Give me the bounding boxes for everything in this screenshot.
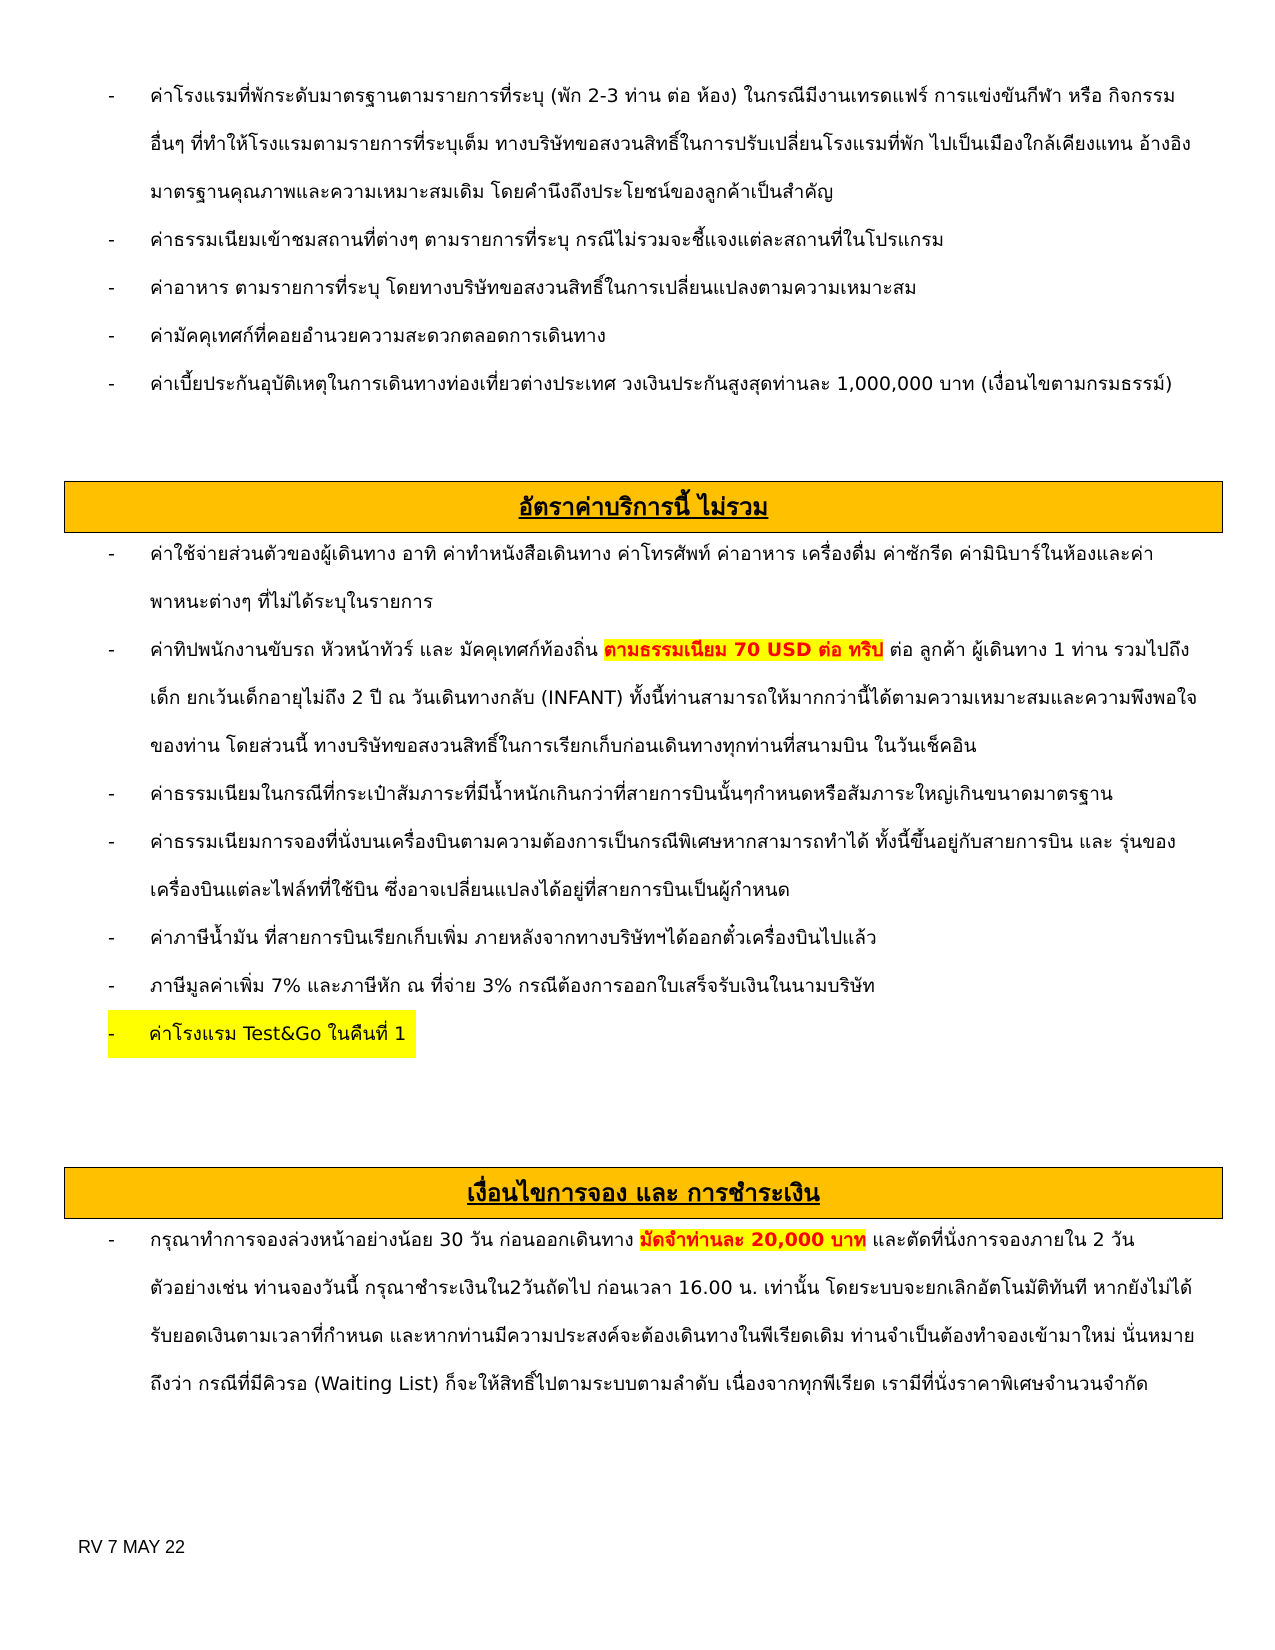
bullet-dash: - [108,831,115,853]
list-item [108,818,1198,914]
not-included-list [108,530,1198,1058]
bullet-dash: - [108,325,115,347]
item-text: ค่าโรงแรม Test&Go ในคืนที่ 1 [148,1023,407,1045]
item-text: ค่าธรรมเนียมในกรณีที่กระเป๋าสัมภาระที่มีน้ำหนักเกินกว่าที่สายการบินนั้นๆกำหนดหรือสัมภาระใหญ่เกินขนาดมาตรฐาน [150,783,1113,805]
item-text: ค่าธรรมเนียมการจองที่นั่งบนเครื่องบินตามความต้องการเป็นกรณีพิเศษหากสามารถทำได้ ทั้งนี้ขึ้นอยู่กับสายการบิน และ รุ่นของเครื่องบินแต่ละไฟล์ทที่ใช้บิน ซึ่งอาจเปลี่ยนแปลงได้อยู่ที่สายการบินเป็นผู้กำหนด [150,831,1176,901]
bullet-dash: - [108,277,115,299]
item-text: ต่อ ลูกค้า ผู้เดินทาง 1 ท่าน รวมไปถึงเด็ก ยกเว้นเด็กอายุไม่ถึง 2 ปี ณ วันเดินทางกลับ (INFANT) ทั้งนี้ท่านสามารถให้มากกว่านี้ได้ตามความเหมาะสมและความพึงพอใจของท่าน โดยส่วนนี้ ทางบริษัทขอสงวนสิทธิ์ในการเรียกเก็บก่อนเดินทางทุกท่านที่สนามบิน ในวันเช็คอิน [150,639,1198,757]
section-header-booking [64,1167,1223,1219]
bullet-dash: - [108,543,115,565]
list-item [108,626,1198,770]
section-header-not-included [64,481,1223,533]
bullet-dash: - [108,1023,115,1045]
bullet-dash: - [108,85,115,107]
deposit-highlight: มัดจำท่านละ 20,000 บาท [639,1229,867,1251]
item-text: ค่ามัคคุเทศก์ที่คอยอำนวยความสะดวกตลอดการเดินทาง [150,325,606,347]
list-item [108,770,1198,818]
item-text: และตัดที่นั่งการจองภายใน 2 วัน ตัวอย่างเช่น ท่านจองวันนี้ กรุณาชำระเงินใน2วันถัดไป ก่อนเวลา 16.00 น. เท่านั้น โดยระบบจะยกเลิกอัตโนมัติทันที หากยังไม่ได้รับยอดเงินตามเวลาที่กำหนด และหากท่านมีความประสงค์จะต้องเดินทางในพีเรียดเดิม ท่านจำเป็นต้องทำจองเข้ามาใหม่ นั่นหมายถึงว่า กรณีที่มีคิวรอ (Waiting List) ก็จะให้สิทธิ์ไปตามระบบตามลำดับ เนื่องจากทุกพีเรียด เรามีที่นั่งราคาพิเศษจำนวนจำกัด [150,1229,1195,1395]
item-text: ค่าทิปพนักงานขับรถ หัวหน้าทัวร์ และ มัคคุเทศก์ท้องถิ่น [150,639,604,661]
item-text: ภาษีมูลค่าเพิ่ม 7% และภาษีหัก ณ ที่จ่าย 3% กรณีต้องการออกใบเสร็จรับเงินในนามบริษัท [150,975,875,997]
list-item [108,216,1198,264]
item-text: ค่าโรงแรมที่พักระดับมาตรฐานตามรายการที่ระบุ (พัก 2-3 ท่าน ต่อ ห้อง) ในกรณีมีงานเทรดแฟร์ การแข่งขันกีฬา หรือ กิจกรรมอื่นๆ ที่ทำให้โรงแรมตามรายการที่ระบุเต็ม ทางบริษัทขอสงวนสิทธิ์ในการปรับเปลี่ยนโรงแรมที่พัก ไปเป็นเมืองใกล้เคียงแทน อ้างอิงมาตรฐานคุณภาพและความเหมาะสมเดิม โดยคำนึงถึงประโยชน์ของลูกค้าเป็นสำคัญ [150,85,1191,203]
bullet-dash: - [108,1229,115,1251]
item-text: ค่าภาษีน้ำมัน ที่สายการบินเรียกเก็บเพิ่ม ภายหลังจากทางบริษัทฯได้ออกตั๋วเครื่องบินไปแล้ว [150,927,877,949]
booking-list [108,1216,1198,1408]
list-item [108,264,1198,312]
revision-footer: RV 7 MAY 22 [78,1537,186,1557]
list-item [108,962,1198,1010]
highlight-block [108,1010,416,1058]
list-item [108,360,1198,408]
list-item [108,72,1198,216]
tip-highlight: ตามธรรมเนียม 70 USD ต่อ ทริป [603,639,884,661]
item-text: ค่าเบี้ยประกันอุบัติเหตุในการเดินทางท่องเที่ยวต่างประเทศ วงเงินประกันสูงสุดท่านละ 1,000,000 บาท (เงื่อนไขตามกรมธรรม์) [150,373,1173,395]
section-title: อัตราค่าบริการนี้ ไม่รวม [518,493,769,521]
list-item-highlighted [108,1010,1198,1058]
item-text: ค่าธรรมเนียมเข้าชมสถานที่ต่างๆ ตามรายการที่ระบุ กรณีไม่รวมจะชี้แจงแต่ละสถานที่ในโปรแกรม [150,229,945,251]
bullet-dash: - [108,783,115,805]
list-item [108,1216,1198,1408]
list-item [108,312,1198,360]
bullet-dash: - [108,975,115,997]
bullet-dash: - [108,373,115,395]
item-text: ค่าใช้จ่ายส่วนตัวของผู้เดินทาง อาทิ ค่าทำหนังสือเดินทาง ค่าโทรศัพท์ ค่าอาหาร เครื่องดื่ม ค่าซักรีด ค่ามินิบาร์ในห้องและค่าพาหนะต่างๆ ที่ไม่ได้ระบุในรายการ [150,543,1154,613]
list-item [108,530,1198,626]
bullet-dash: - [108,927,115,949]
bullet-dash: - [108,639,115,661]
item-text: ค่าอาหาร ตามรายการที่ระบุ โดยทางบริษัทขอสงวนสิทธิ์ในการเปลี่ยนแปลงตามความเหมาะสม [150,277,917,299]
item-text: กรุณาทำการจองล่วงหน้าอย่างน้อย 30 วัน ก่อนออกเดินทาง [150,1229,640,1251]
bullet-dash: - [108,229,115,251]
included-list [108,72,1198,408]
list-item [108,914,1198,962]
section-title: เงื่อนไขการจอง และ การชำระเงิน [467,1179,820,1207]
